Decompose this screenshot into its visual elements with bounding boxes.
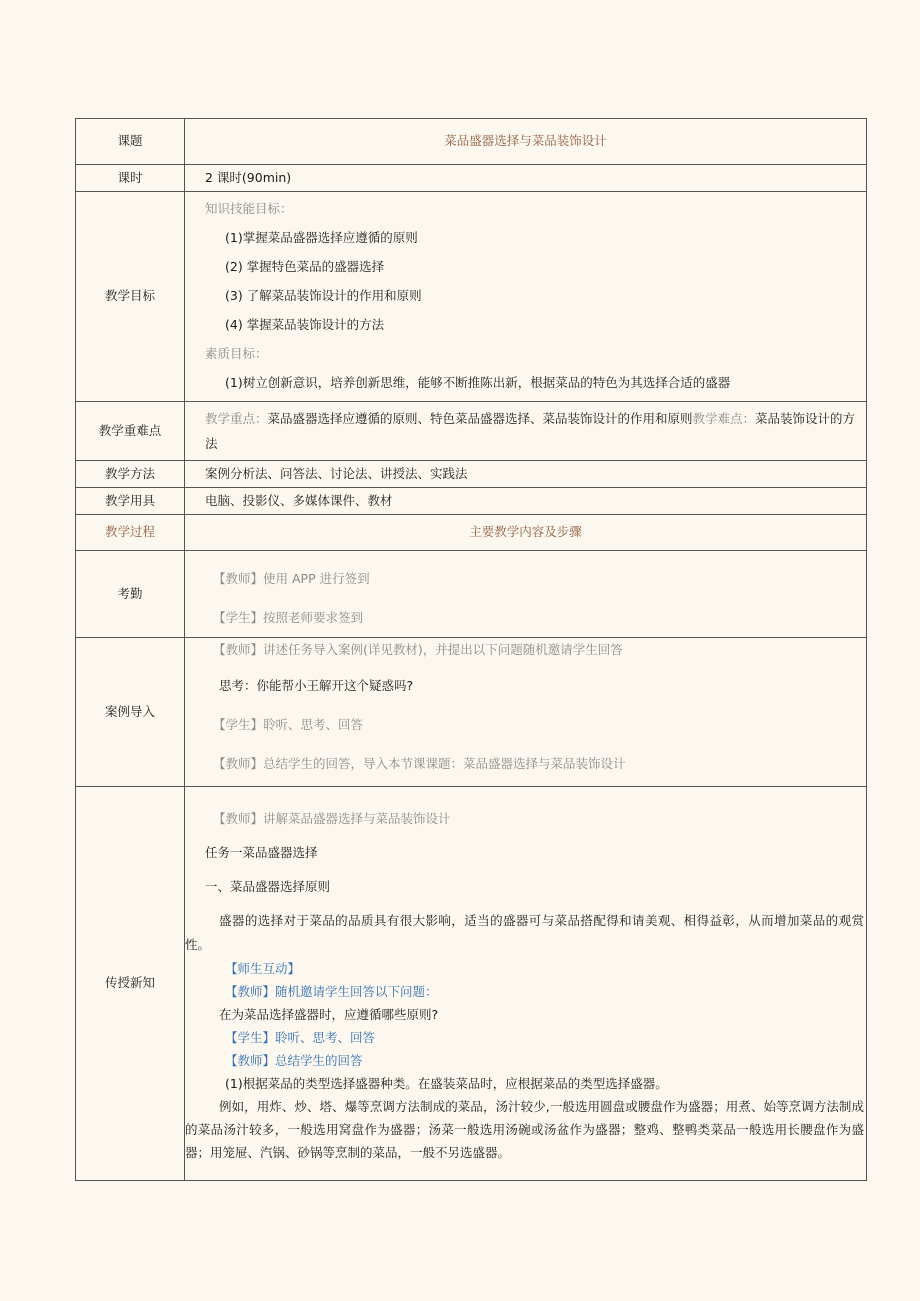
tools-label: 教学用具 — [76, 488, 185, 515]
attendance-student: 【学生】按照老师要求签到 — [213, 610, 364, 625]
topic-title: 菜品盛器选择与菜品装饰设计 — [185, 119, 867, 165]
knowledge-heading: 知识技能目标： — [205, 201, 293, 216]
row-new-knowledge — [76, 787, 867, 1181]
methods-label: 教学方法 — [76, 461, 185, 488]
nk-teacher-question: 【教师】随机邀请学生回答以下问题： — [225, 984, 438, 999]
knowledge-item: (1)掌握菜品盛器选择应遵循的原则 — [225, 230, 418, 245]
attendance-teacher: 【教师】使用 APP 进行签到 — [213, 571, 370, 586]
case-teacher-2: 【教师】总结学生的回答，导入本节课课题：菜品盛器选择与菜品装饰设计 — [213, 756, 626, 771]
process-header-left: 教学过程 — [76, 515, 185, 551]
hours-value: 2 课时(90min) — [185, 165, 867, 192]
tools-value: 电脑、投影仪、多媒体课件、教材 — [185, 488, 867, 515]
key-points-content — [185, 402, 867, 461]
case-student: 【学生】聆听、思考、回答 — [213, 717, 364, 732]
quality-heading: 素质目标： — [205, 346, 268, 361]
nk-point-1: (1)根据菜品的类型选择盛器种类。在盛装菜品时，应根据菜品的类型选择盛器。 — [225, 1076, 668, 1091]
methods-value: 案例分析法、问答法、讨论法、讲授法、实践法 — [185, 461, 867, 488]
nk-teacher-summary: 【教师】总结学生的回答 — [225, 1053, 363, 1068]
nk-student: 【学生】聆听、思考、回答 — [225, 1030, 376, 1045]
attendance-label: 考勤 — [76, 551, 185, 638]
row-tools — [76, 488, 867, 515]
nk-teacher-intro: 【教师】讲解菜品盛器选择与菜品装饰设计 — [213, 811, 451, 826]
nk-para-1: 盛器的选择对于菜品的品质具有很大影响，适当的盛器可与菜品搭配得和请美观、相得益彰，从而增加菜品的观赏性。 — [185, 913, 864, 952]
case-question: 思考：你能帮小王解开这个疑惑吗? — [219, 678, 414, 693]
case-intro-content — [185, 638, 867, 787]
nk-section: 一、菜品盛器选择原则 — [205, 879, 331, 894]
nk-question: 在为菜品选择盛器时，应遵循哪些原则? — [219, 1007, 439, 1022]
row-key-points — [76, 402, 867, 461]
nk-task: 任务一菜品盛器选择 — [205, 845, 318, 860]
row-attendance — [76, 551, 867, 638]
focus-text: 菜品盛器选择应遵循的原则、特色菜品盛器选择、菜品装饰设计的作用和原则 — [267, 411, 693, 426]
row-objectives — [76, 192, 867, 402]
row-methods — [76, 461, 867, 488]
knowledge-item: (3) 了解菜品装饰设计的作用和原则 — [225, 288, 422, 303]
row-topic — [76, 119, 867, 165]
row-hours — [76, 165, 867, 192]
knowledge-item: (4) 掌握菜品装饰设计的方法 — [225, 317, 385, 332]
lesson-plan-table — [75, 118, 867, 1181]
difficulty-tag: 教学难点： — [692, 411, 756, 426]
nk-para-2: 例如，用炸、炒、塔、爆等烹调方法制成的菜品，汤汁较少,一般选用圆盘或腰盘作为盛器；用煮、始等烹调方法制成的菜品汤汁较多，一般选用窝盘作为盛器；汤菜一般选用汤碗或汤盆作为盛器；整鸡、整鸭类菜品一般选用长腰盘作为盛器；用笼屉、汽锅、砂锅等烹制的菜品，一般不另选盛器。 — [185, 1099, 864, 1160]
new-knowledge-label: 传授新知 — [76, 787, 185, 1181]
quality-item: (1)树立创新意识，培养创新思维，能够不断推陈出新，根据菜品的特色为其选择合适的盛器 — [225, 375, 731, 390]
attendance-content — [185, 551, 867, 638]
focus-tag: 教学重点： — [205, 411, 268, 426]
row-process-header — [76, 515, 867, 551]
case-intro-label: 案例导入 — [76, 638, 185, 787]
objectives-label: 教学目标 — [76, 192, 185, 402]
process-header-right: 主要教学内容及步骤 — [185, 515, 867, 551]
new-knowledge-content — [185, 787, 867, 1181]
topic-label: 课题 — [76, 119, 185, 165]
objectives-content — [185, 192, 867, 402]
case-teacher-1: 【教师】讲述任务导入案例(详见教材)，并提出以下问题随机邀请学生回答 — [213, 642, 623, 657]
key-points-label: 教学重难点 — [76, 402, 185, 461]
nk-interaction: 【师生互动】 — [225, 961, 301, 976]
knowledge-item: (2) 掌握特色菜品的盛器选择 — [225, 259, 385, 274]
hours-label: 课时 — [76, 165, 185, 192]
difficulty-text: 菜品装饰设计的方法 — [205, 411, 856, 451]
row-case-intro — [76, 638, 867, 787]
